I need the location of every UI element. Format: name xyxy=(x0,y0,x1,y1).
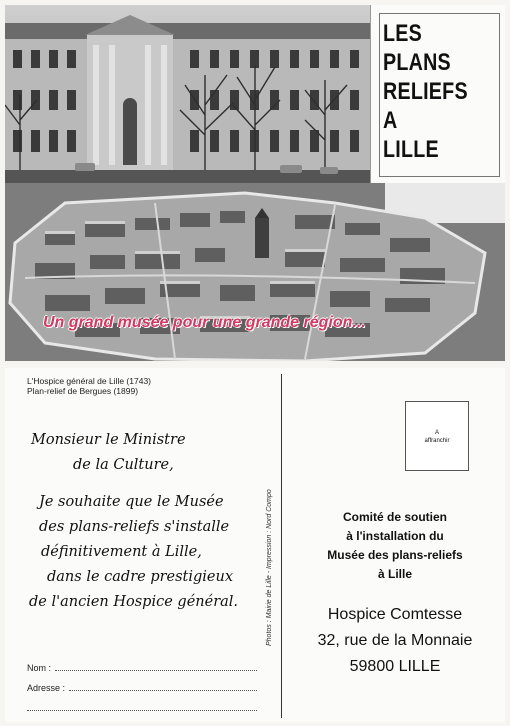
address-line: 59800 LILLE xyxy=(349,658,441,675)
address-field-line-2[interactable] xyxy=(27,702,257,711)
handwritten-letter xyxy=(29,428,267,615)
letter-line: de la Culture, xyxy=(73,457,174,473)
slogan: Un grand musée pour une grande région... xyxy=(43,314,366,331)
recipient-line: Comité de soutien xyxy=(342,510,447,524)
name-row xyxy=(27,662,257,682)
recipient-line: à Lille xyxy=(377,567,412,581)
caption-line: L'Hospice général de Lille (1743) xyxy=(27,376,152,386)
hospice-building-illustration xyxy=(5,5,370,183)
title-line: RELIEFS xyxy=(383,78,468,105)
stamp-text: affranchir xyxy=(424,438,450,444)
photo-caption xyxy=(27,376,151,396)
title-line: LILLE xyxy=(383,136,439,163)
address-line: 32, rue de la Monnaie xyxy=(317,632,473,649)
stamp-box xyxy=(405,401,469,471)
postcard-divider xyxy=(281,374,282,718)
letter-line: définitivement à Lille, xyxy=(41,544,202,560)
postcard-front xyxy=(5,5,505,361)
letter-line: Je souhaite que le Musée xyxy=(39,494,224,510)
recipient-line: à l'installation du xyxy=(346,529,444,543)
address-row xyxy=(27,682,257,702)
letter-line: Monsieur le Ministre xyxy=(31,432,186,448)
title-line: PLANS xyxy=(383,49,451,76)
title-panel xyxy=(370,5,505,183)
name-label: Nom : xyxy=(27,663,52,673)
address-line: Hospice Comtesse xyxy=(327,606,463,623)
address-field[interactable] xyxy=(69,682,257,691)
print-credits: Photos : Mairie de Lille - Impression : Nord Compo xyxy=(266,489,273,646)
recipient-name xyxy=(295,508,495,584)
letter-line: de l'ancien Hospice général. xyxy=(29,594,239,610)
address-row-2 xyxy=(27,702,257,722)
plan-relief-model-photo xyxy=(5,183,505,361)
caption-line: Plan-relief de Bergues (1899) xyxy=(27,386,139,396)
stamp-text: A xyxy=(434,430,439,436)
title-line: LES xyxy=(383,20,423,47)
card-title xyxy=(383,19,478,164)
sender-form xyxy=(27,662,257,722)
letter-line: dans le cadre prestigieux xyxy=(47,569,234,585)
address-label: Adresse : xyxy=(27,683,66,693)
letter-line: des plans-reliefs s'installe xyxy=(39,519,230,535)
postcard-back xyxy=(5,368,505,722)
plan-relief-illustration xyxy=(5,183,505,361)
recipient-line: Musée des plans-reliefs xyxy=(327,548,463,562)
name-field[interactable] xyxy=(55,662,257,671)
recipient-address xyxy=(295,602,495,680)
title-line: A xyxy=(383,107,398,134)
hospice-building-photo xyxy=(5,5,370,183)
